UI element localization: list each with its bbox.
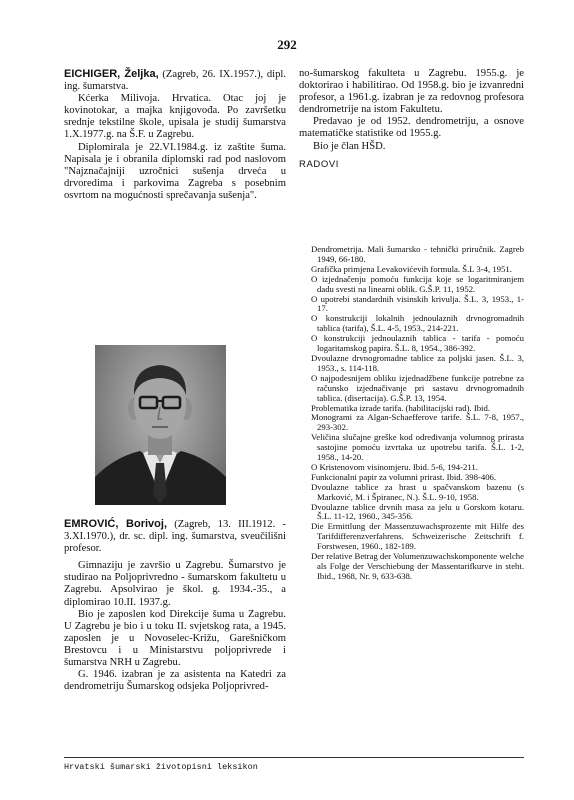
entry-eichiger-intro <box>64 68 286 93</box>
work-item: Dendrometrija. Mali šumarsko - tehnički priručnik. Zagreb 1949, 66-180. <box>311 244 524 264</box>
work-item: O izjednačenju pomoću funkcija koje se logaritmiranjem dadu svesti na linearni oblik. G.Š.P. 11, 1952. <box>311 273 524 294</box>
work-item: Dvoulazne tablice za hrast u spačvanskom bazenu (s Marković, M. i Špiranec, N.). Š.L. 9-10, 1958. <box>311 481 524 502</box>
entry-emrovic-paragraph: Predavao je od 1952. dendrometriju, a osnove matematičke statistike od 1955.g. <box>299 116 524 140</box>
work-item: Dvoulazne tablice drvnih masa za jelu u Gorskom kotaru. Š.L. 11-12, 1960., 345-356. <box>311 501 524 522</box>
entry-emrovic <box>64 518 286 693</box>
works-list <box>311 245 524 582</box>
page-number: 292 <box>277 37 297 52</box>
entry-emrovic-dates: (Zagreb, 13. III.1912. - 3.XI.1970.), dr. sc. dipl. ing. šumarstva, sveučilišni profesor. <box>64 519 286 555</box>
work-item: Grafička primjena Levakovićevih formula. Š.L 3-4, 1951. <box>311 263 512 274</box>
work-item: Der relative Betrag der Volumenzuwachskomponente welche als Folge der Verschiebung der Massentarifkurve in steht. Ibid., 1968, Nr. 9, 633-638. <box>311 551 524 581</box>
work-item: O upotrebi standardnih visinskih krivulja. Š.L. 3, 1953., 1-17. <box>311 293 524 314</box>
entry-eichiger-name: EICHIGER, Željka, <box>64 68 159 80</box>
entry-eichiger <box>64 68 286 202</box>
radovi-heading: RADOVI <box>299 158 340 170</box>
work-item: Funkcionalni papir za volumni prirast. Ibid. 398-406. <box>311 471 497 482</box>
entry-eichiger-paragraph: Kćerka Milivoja. Hrvatica. Otac joj je kovinotokar, a majka knjigovođa. Po završetku srednje tekstilne škole, upisala je studij šumarstva 1.X.1977.g. na Š.F. u Zagrebu. <box>64 93 286 141</box>
work-item: O najpodesnijem obliku izjednadžbene funkcije potrebne za računsko izjednačivanje pri sastavu drvnogromadnih tablica. (disertacija). G.Š.P. 13, 1954. <box>311 372 524 403</box>
entry-emrovic-paragraph: G. 1946. izabran je za asistenta na Katedri za dendrometriju Šumarskog odsjeka Poljoprivred- <box>64 669 286 693</box>
work-item: O Kristenovom visinomjeru. Ibid. 5-6, 194-211. <box>311 461 478 472</box>
entry-eichiger-dates: (Zagreb, 26. IX.1957.), dipl. ing. šumarstva. <box>64 69 286 93</box>
entry-emrovic-name: EMROVIĆ, Borivoj, <box>64 518 167 530</box>
portrait-photo <box>95 345 226 505</box>
entry-emrovic-paragraph: Bio je član HŠD. <box>313 140 386 152</box>
footer-text: Hrvatski šumarski životopisni leksikon <box>64 762 258 772</box>
footer-divider <box>64 757 524 758</box>
portrait-illustration <box>95 345 226 505</box>
work-item: O konstrukciji jednoulaznih tablica - tarifa - pomoću logaritamskog papira. Š.L. 8, 1954., 386-392. <box>311 333 524 354</box>
entry-emrovic-paragraph: Bio je zaposlen kod Direkcije šuma u Zagrebu. U Zagrebu je bio i u toku II. svjetskog rata, a 1945. zaposlen je u Novoselec-Križu, Garešničkom Brestovcu i u Ministarstvu poljoprivrede i šumarstva NRH u Zagrebu. <box>64 608 286 669</box>
work-item: Problematika izrade tarifa. (habilitacijski rad). Ibid. <box>311 402 490 413</box>
entry-emrovic-intro <box>64 518 286 555</box>
work-item: Monogrami za Algan-Schaefferove tarife. Š.L. 7-8, 1957., 293-302. <box>311 412 524 433</box>
entry-emrovic-continued <box>299 68 524 171</box>
work-item: Veličina slučajne greške kod određivanja volumnog prirasta sastojine pomoću izvrtaka uz upotrebu tarifa. Š.L. 1-2, 1958., 14-20. <box>311 432 524 463</box>
work-item: Die Ermittlung der Massenzuwachsprozente mit Hilfe des Tarifdifferenzverfahrens. Schweizerische Zeitschrift f. Forstwesen, 1960., 182-189. <box>311 521 524 552</box>
entry-emrovic-paragraph: no-šumarskog fakulteta u Zagrebu. 1955.g. je doktorirao i habilitirao. Od 1958.g. bio je izvanredni profesor, a 1961.g. izabran je za redovnog profesora dendrometrije na istom Fakultetu. <box>299 68 524 116</box>
entry-emrovic-paragraph: Gimnaziju je završio u Zagrebu. Šumarstvo je studirao na Poljoprivredno - šumarskom fakultetu u Zagrebu. Apsolvirao je škol. g. 1934.-35., a diplomirao 10.II. 1937.g. <box>64 560 286 608</box>
work-item: O konstrukciji lokalnih jednoulaznih drvnogromadnih tablica (tarifa), Š.L. 4-5, 1953., 214-221. <box>311 313 524 334</box>
work-item: Dvoulazne drvnogromadne tablice za poljski jasen. Š.L. 3, 1953., s. 114-118. <box>311 352 524 373</box>
entry-eichiger-paragraph: Diplomirala je 22.VI.1984.g. iz zaštite šuma. Napisala je i obranila diplomski rad pod naslovom "Najznačajniji uzročnici sušenja drveća u drvoredima i parkovima Zagreba s posebnim osvrtom na mogućnosti sprečavanja sušenja". <box>64 141 286 201</box>
